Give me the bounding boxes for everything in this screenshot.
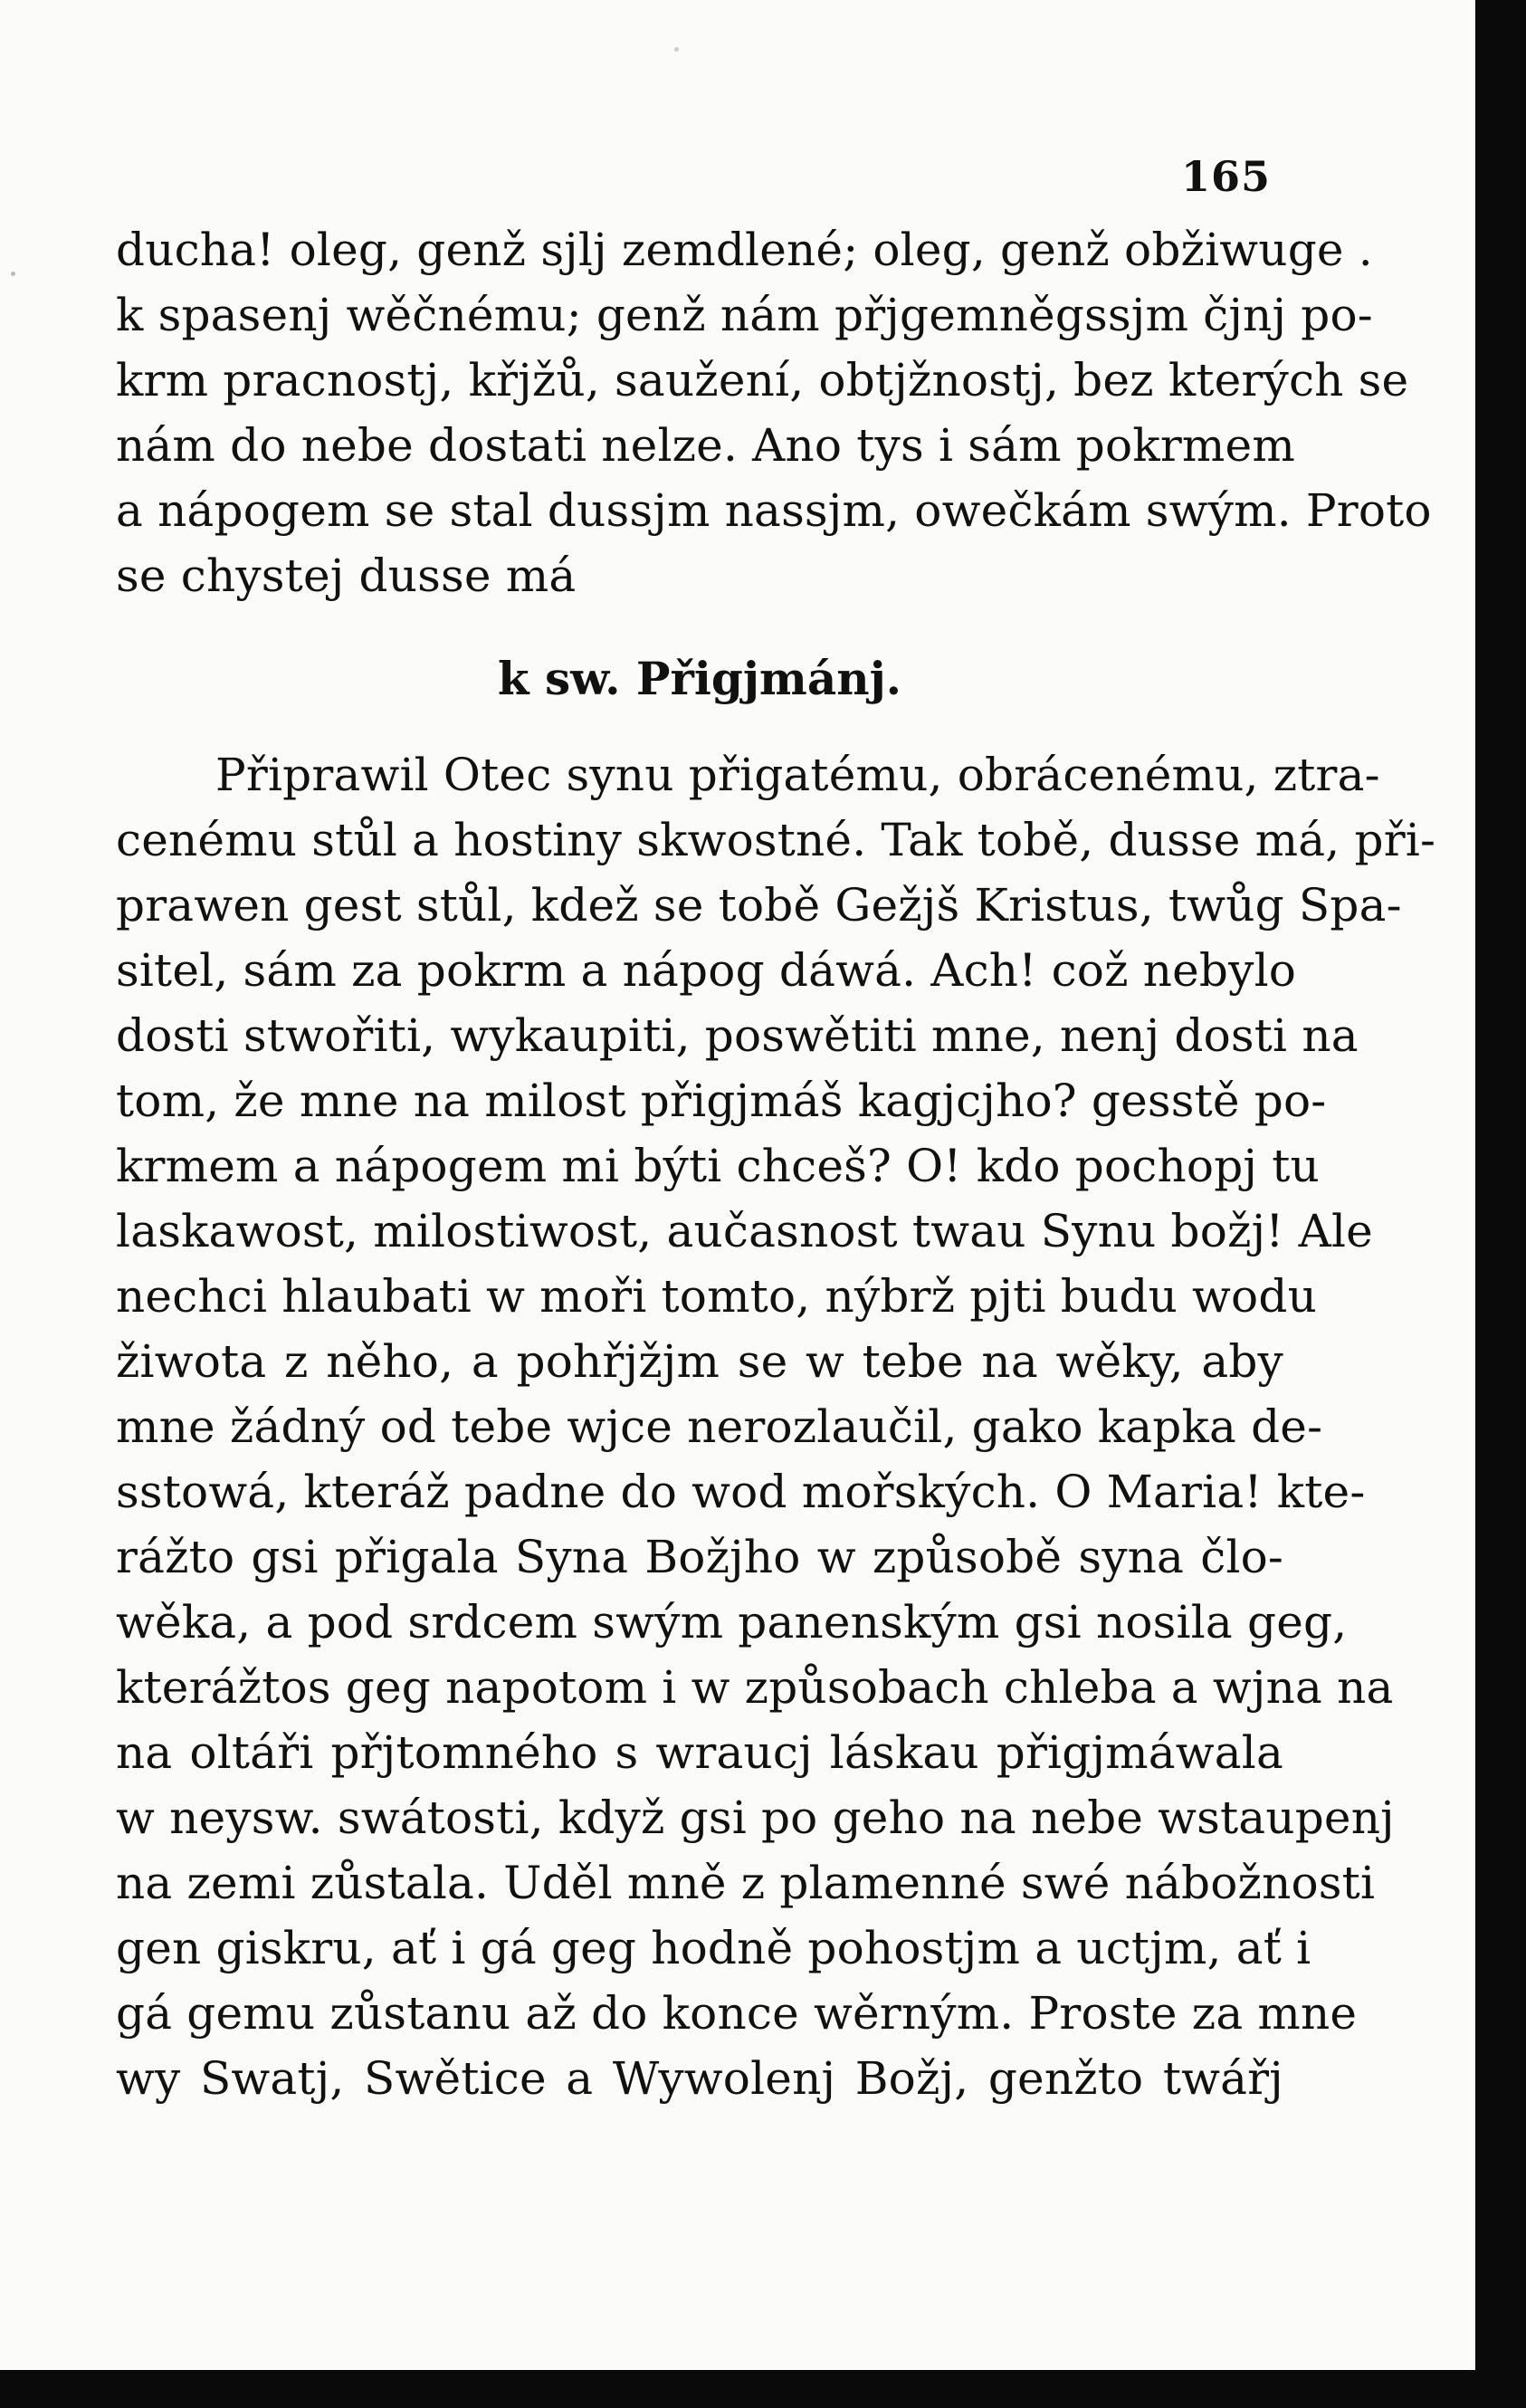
text-line: kterážtos geg napotom i w způsobach chleba a wjna na <box>116 1661 1394 1714</box>
text-line: wy Swatj, Swětice a Wywolenj Božj, genžto twářj <box>116 2052 1283 2105</box>
section-heading: k sw. Přigjmánj. <box>497 652 902 705</box>
page-number: 165 <box>1181 152 1272 201</box>
text-line: Připrawil Otec synu přigatému, obrácenému, ztra- <box>215 749 1380 801</box>
text-line: se chystej dusse má <box>116 549 577 602</box>
text-line: tom, že mne na milost přigjmáš kagjcjho? gesstě po- <box>116 1075 1327 1127</box>
text-line: laskawost, milostiwost, aučasnost twau Synu božj! Ale <box>116 1205 1373 1257</box>
text-line: dosti stwořiti, wykaupiti, poswětiti mne, nenj dosti na <box>116 1009 1359 1062</box>
text-line: krm pracnostj, křjžů, saužení, obtjžnostj, bez kterých se <box>116 354 1409 406</box>
text-line: nám do nebe dostati nelze. Ano tys i sám pokrmem <box>116 419 1295 472</box>
paper-speck <box>11 272 15 276</box>
text-line: krmem a nápogem mi býti chceš? O! kdo pochopj tu <box>116 1140 1320 1192</box>
scan-border-bottom <box>0 2370 1526 2408</box>
text-line: sitel, sám za pokrm a nápog dáwá. Ach! což nebylo <box>116 944 1297 997</box>
text-line: gen giskru, ať i gá geg hodně pohostjm a uctjm, ať i <box>116 1922 1311 1974</box>
text-line: a nápogem se stal dussjm nassjm, owečkám swým. Proto <box>116 484 1432 537</box>
scan-border-right <box>1475 0 1526 2408</box>
text-line: cenému stůl a hostiny skwostné. Tak tobě, dusse má, při- <box>116 814 1436 866</box>
text-line: nechci hlaubati w moři tomto, nýbrž pjti budu wodu <box>116 1270 1317 1323</box>
text-line: na zemi zůstala. Uděl mně z plamenné swé nábožnosti <box>116 1857 1376 1909</box>
text-line: gá gemu zůstanu až do konce wěrným. Proste za mne <box>116 1987 1358 2040</box>
text-line: rážto gsi přigala Syna Božjho w způsobě syna člo- <box>116 1531 1283 1583</box>
text-line: wěka, a pod srdcem swým panenským gsi nosila geg, <box>116 1596 1348 1648</box>
text-line: sstowá, kteráž padne do wod mořských. O Maria! kte- <box>116 1466 1366 1518</box>
text-line: mne žádný od tebe wjce nerozlaučil, gako kapka de- <box>116 1400 1323 1453</box>
text-line: na oltáři přjtomného s wraucj láskau přigjmáwala <box>116 1726 1283 1779</box>
paper-speck <box>674 47 679 52</box>
text-line: prawen gest stůl, kdež se tobě Gežjš Kristus, twůg Spa- <box>116 879 1402 932</box>
text-line: žiwota z něho, a pohřjžjm se w tebe na wěky, aby <box>116 1335 1283 1388</box>
paragraph-1 <box>116 217 1432 608</box>
paragraph-2 <box>116 742 1436 2111</box>
text-line: k spasenj wěčnému; genž nám přjgemněgssjm čjnj po- <box>116 289 1373 341</box>
text-line: w neysw. swátosti, když gsi po geho na nebe wstaupenj <box>116 1792 1395 1844</box>
text-line: ducha! oleg, genž sjlj zemdlené; oleg, genž obžiwuge . <box>116 224 1373 276</box>
